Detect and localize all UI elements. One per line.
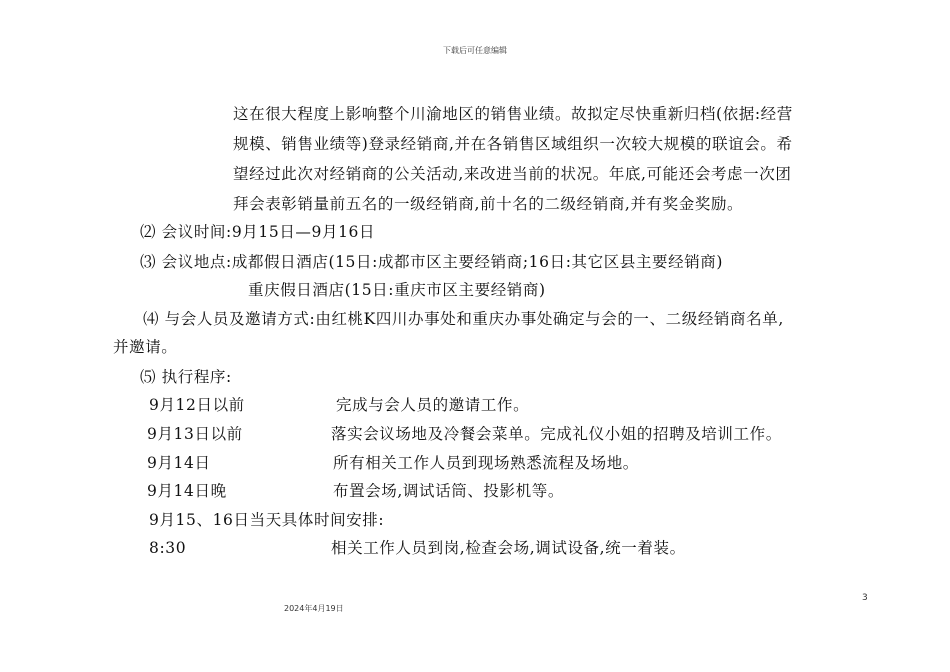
footer-date: 2024年4月19日 bbox=[284, 604, 344, 613]
paragraph-line: 望经过此次对经销商的公关活动,来改进当前的状况。年底,可能还会考虑一次团 bbox=[233, 165, 792, 183]
day-plan-task: 相关工作人员到岗,检查会场,调试设备,统一着装。 bbox=[331, 539, 686, 557]
execution-procedure-heading: ⑸ 执行程序: bbox=[140, 368, 232, 386]
day-plan-heading: 9月15、16日当天具体时间安排: bbox=[149, 511, 385, 529]
meeting-location-continued: 重庆假日酒店(15日:重庆市区主要经销商) bbox=[248, 281, 546, 299]
schedule-time: 9月13日以前 bbox=[147, 425, 243, 443]
paragraph-line: 这在很大程度上影响整个川渝地区的销售业绩。故拟定尽快重新归档(依据:经营 bbox=[233, 105, 793, 123]
schedule-time: 9月12日以前 bbox=[149, 396, 245, 414]
paragraph-line: 规模、销售业绩等)登录经销商,并在各销售区域组织一次较大规模的联谊会。希 bbox=[233, 135, 793, 153]
header-note: 下载后可任意编辑 bbox=[443, 46, 507, 55]
schedule-task: 所有相关工作人员到现场熟悉流程及场地。 bbox=[333, 454, 639, 472]
schedule-time: 9月14日晚 bbox=[147, 482, 227, 500]
attendees-invitation: ⑷ 与会人员及邀请方式:由红桃K四川办事处和重庆办事处确定与会的一、二级经销商名单, bbox=[143, 310, 784, 328]
page-number: 3 bbox=[862, 593, 868, 603]
schedule-task: 布置会场,调试话筒、投影机等。 bbox=[333, 482, 564, 500]
schedule-time: 9月14日 bbox=[147, 454, 211, 472]
day-plan-time: 8:30 bbox=[149, 539, 187, 557]
schedule-task: 完成与会人员的邀请工作。 bbox=[336, 396, 530, 414]
paragraph-line: 拜会表彰销量前五名的一级经销商,前十名的二级经销商,并有奖金奖励。 bbox=[233, 195, 744, 213]
schedule-task: 落实会议场地及冷餐会菜单。完成礼仪小姐的招聘及培训工作。 bbox=[331, 425, 782, 443]
meeting-time: ⑵ 会议时间:9月15日—9月16日 bbox=[140, 223, 376, 241]
attendees-invitation-continued: 并邀请。 bbox=[113, 338, 178, 356]
meeting-location: ⑶ 会议地点:成都假日酒店(15日:成都市区主要经销商;16日:其它区县主要经销商) bbox=[140, 253, 724, 271]
